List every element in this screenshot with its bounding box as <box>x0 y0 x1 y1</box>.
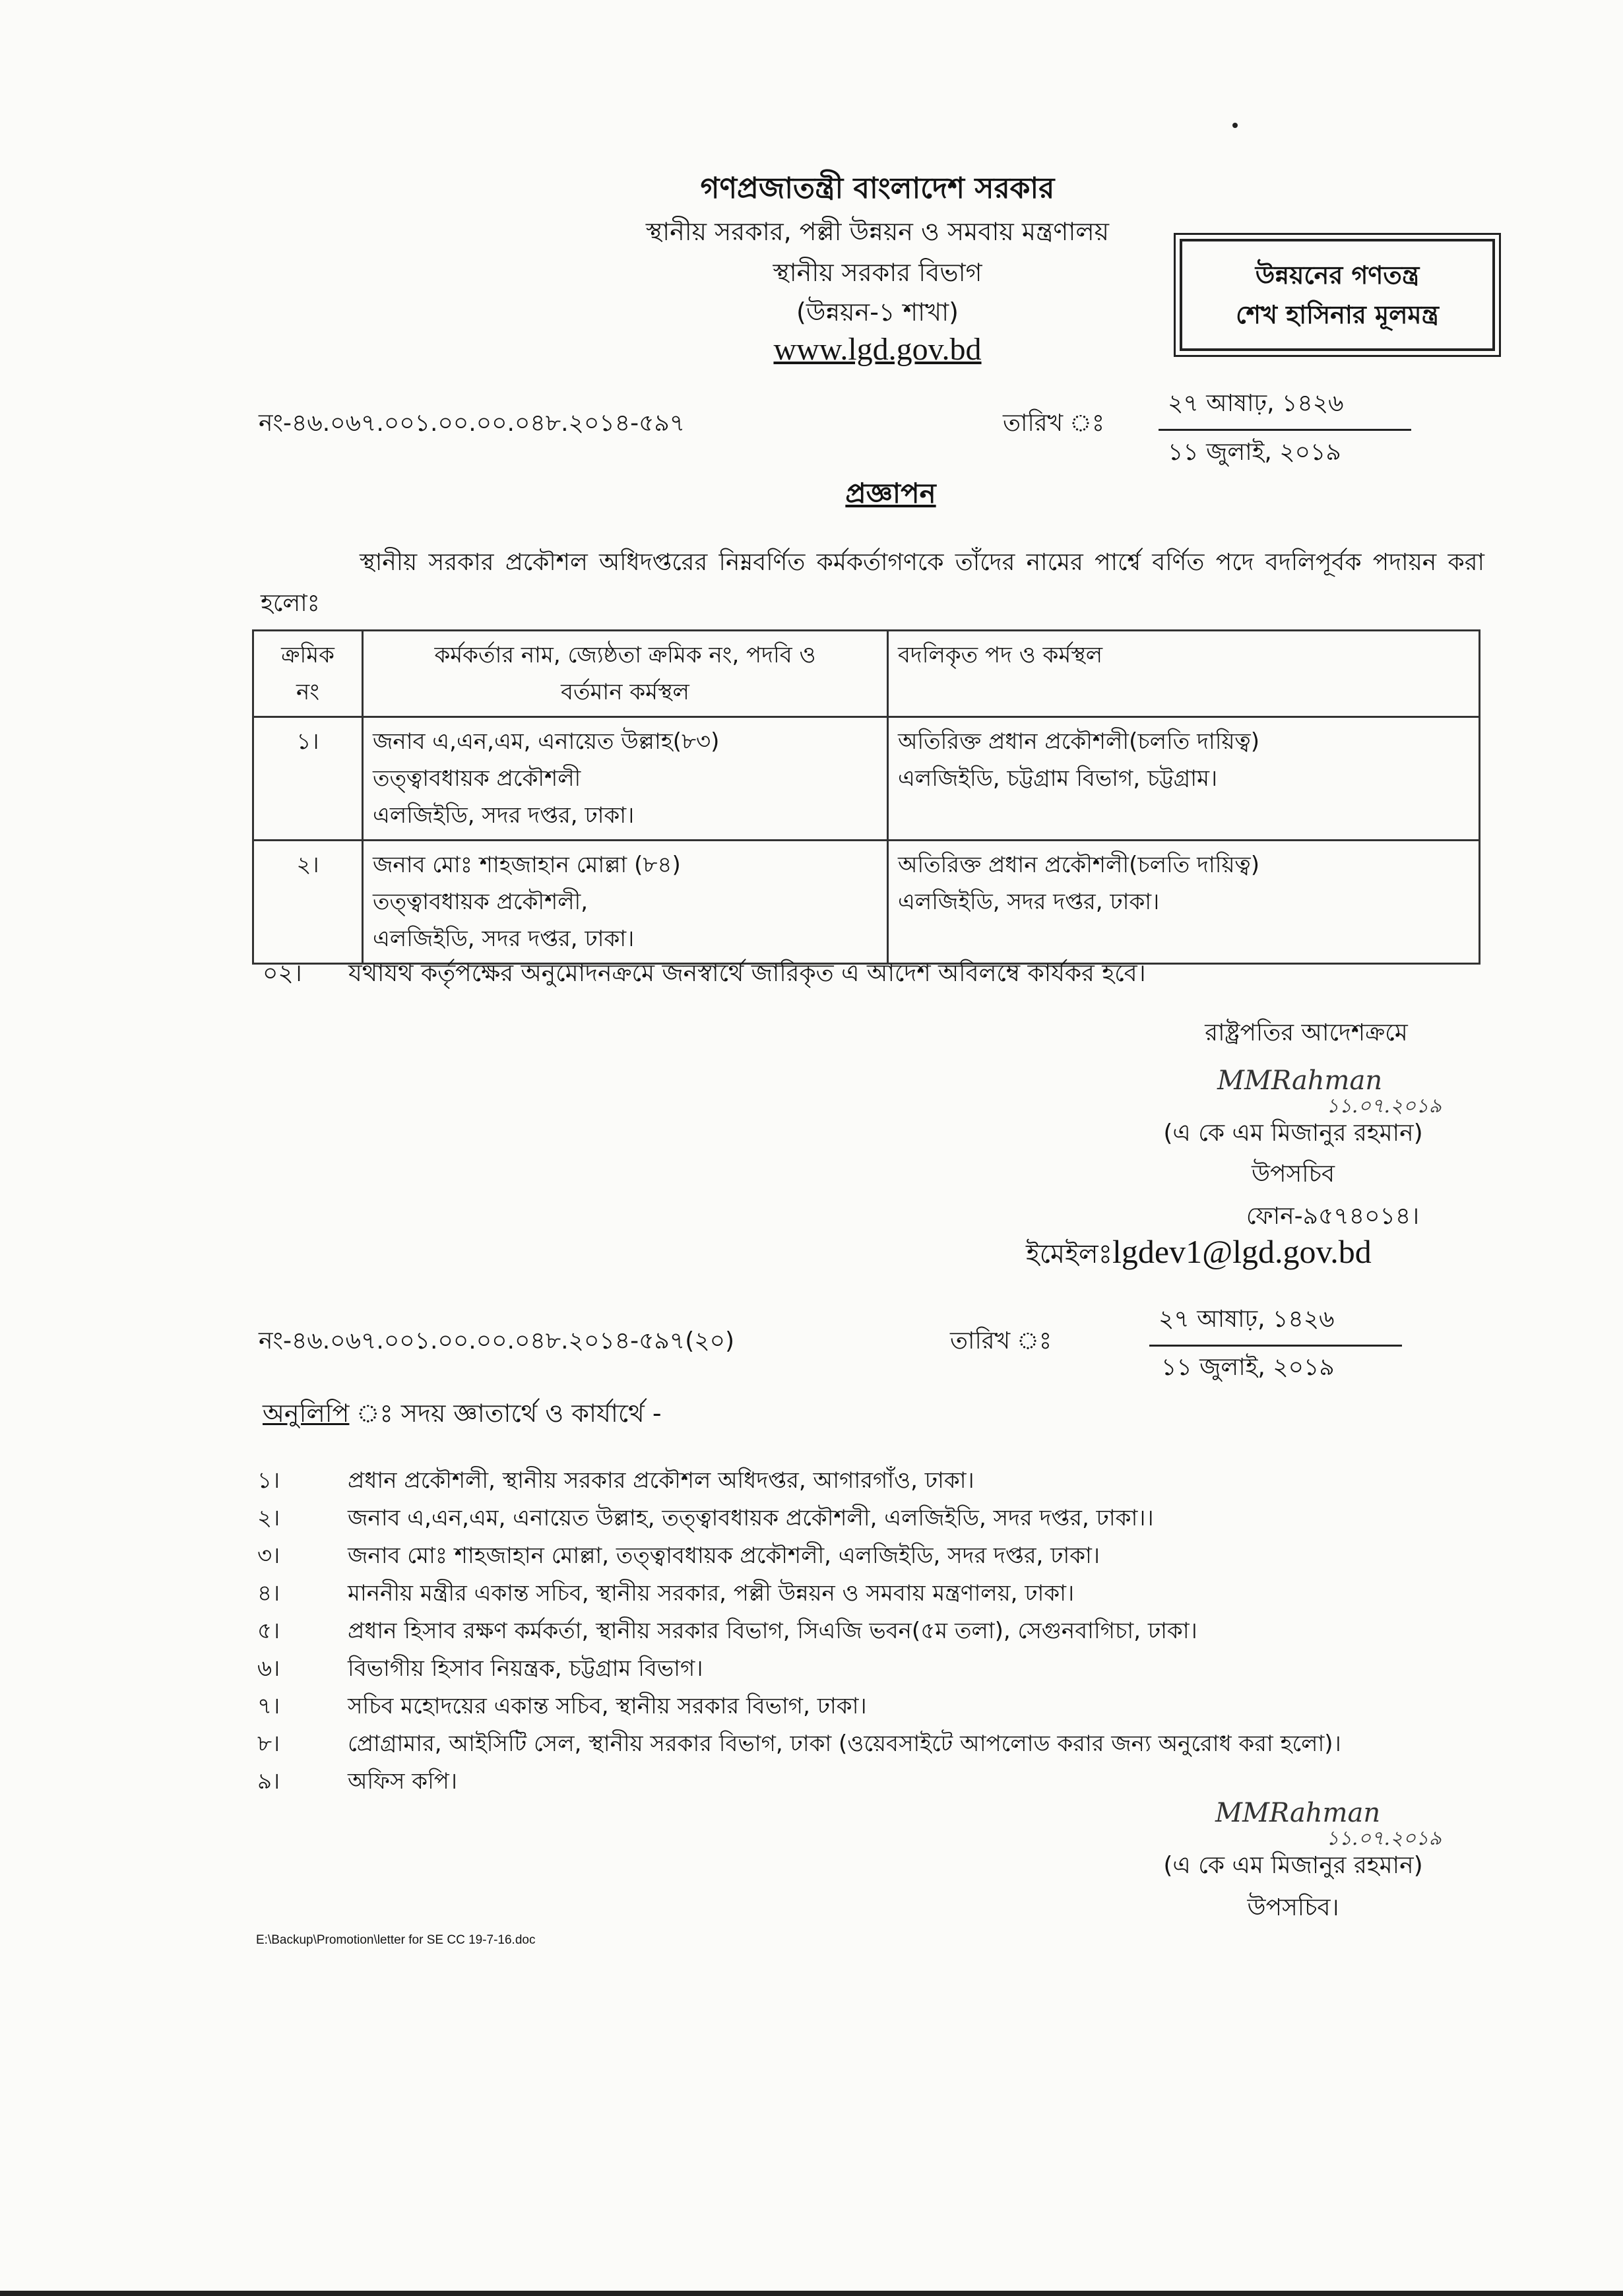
officer-designation: তত্ত্বাবধায়ক প্রকৌশলী <box>373 765 581 792</box>
col-serial-header <box>253 631 363 717</box>
motto-line-1: উন্নয়নের গণতন্ত্র <box>1255 261 1420 290</box>
date-bangla: ২৭ আষাঢ়, ১৪২৬ <box>1159 385 1411 431</box>
government-title: গণপ্রজাতন্ত্রী বাংলাদেশ সরকার <box>700 172 1055 205</box>
order-paragraph <box>263 955 1146 995</box>
memo-number: নং-৪৬.০৬৭.০০১.০০.০০.০৪৮.২০১৪-৫৯৭ <box>259 410 685 437</box>
signature-2: MMRahman <box>1215 1798 1381 1828</box>
transfer-table <box>252 629 1480 965</box>
branch-name: (উন্নয়ন-১ শাখা) <box>796 298 959 327</box>
cc-heading <box>263 1394 662 1436</box>
paragraph-text: যথাযথ কর্তৃপক্ষের অনুমোদনক্রমে জনস্বার্থে জারিকৃত এ আদেশ অবিলম্বে কার্যকর হবে। <box>348 960 1146 987</box>
list-item <box>257 1651 1341 1689</box>
posting-title: অতিরিক্ত প্রধান প্রকৌশলী(চলতি দায়িত্ব) <box>898 852 1259 878</box>
paragraph-number: ০২। <box>263 960 302 987</box>
col-serial-line1: ক্রমিক <box>281 642 334 668</box>
date-label: তারিখ ঃ <box>1003 410 1105 437</box>
division-name: স্থানীয় সরকার বিভাগ <box>773 258 982 287</box>
item-number: ৫। <box>257 1618 280 1644</box>
list-item <box>257 1727 1341 1764</box>
col-officer-line2: বর্তমান কর্মস্থল <box>561 679 689 705</box>
item-text: জনাব এ,এন,এম, এনায়েত উল্লাহ, তত্ত্বাবধায়ক প্রকৌশলী, এলজিইডি, সদর দপ্তর, ঢাকা।। <box>348 1505 1154 1531</box>
item-number: ২। <box>257 1505 280 1531</box>
date-label-copy: তারিখ ঃ <box>950 1327 1052 1355</box>
signatory-email <box>1026 1232 1372 1277</box>
posting-title: অতিরিক্ত প্রধান প্রকৌশলী(চলতি দায়িত্ব) <box>898 728 1259 755</box>
motto-line-2: শেখ হাসিনার মূলমন্ত্র <box>1236 300 1439 329</box>
date-bangla-copy: ২৭ আষাঢ়, ১৪২৬ <box>1149 1301 1402 1347</box>
col-serial-line2: নং <box>296 679 319 705</box>
list-item <box>257 1539 1341 1576</box>
table-row <box>253 717 1480 841</box>
notice-title: প্রজ্ঞাপন <box>845 477 936 509</box>
row-posting <box>888 841 1480 964</box>
speck-mark <box>1232 123 1238 128</box>
row-posting <box>888 717 1480 841</box>
list-item <box>257 1614 1341 1651</box>
officer-designation: তত্ত্বাবধায়ক প্রকৌশলী, <box>373 889 589 915</box>
col-posting-header <box>888 631 1480 717</box>
col-officer-header <box>363 631 888 717</box>
list-item <box>257 1463 1341 1501</box>
item-number: ৯। <box>257 1768 280 1795</box>
scan-edge <box>0 2291 1623 2296</box>
row-officer <box>363 717 888 841</box>
signature-2-date: ১১.০৭.২০১৯ <box>1326 1827 1442 1850</box>
signatory-name: (এ কে এম মিজানুর রহমান) <box>1163 1120 1423 1147</box>
motto-box <box>1180 239 1495 351</box>
item-text: বিভাগীয় হিসাব নিয়ন্ত্রক, চট্টগ্রাম বিভাগ। <box>348 1655 703 1682</box>
email-address: lgdev1@lgd.gov.bd <box>1112 1233 1372 1270</box>
officer-name: জনাব এ,এন,এম, এনায়েত উল্লাহ(৮৩) <box>373 728 720 755</box>
date-english: ১১ জুলাই, ২০১৯ <box>1168 439 1341 466</box>
list-item <box>257 1576 1341 1614</box>
item-text: প্রধান হিসাব রক্ষণ কর্মকর্তা, স্থানীয় সরকার বিভাগ, সিএজি ভবন(৫ম তলা), সেগুনবাগিচা, ঢাকা। <box>348 1618 1197 1644</box>
officer-name: জনাব মোঃ শাহজাহান মোল্লা (৮৪) <box>373 852 681 878</box>
list-item <box>257 1689 1341 1727</box>
item-number: ৪। <box>257 1580 280 1607</box>
email-label: ইমেইলঃ <box>1026 1239 1113 1269</box>
ministry-name: স্থানীয় সরকার, পল্লী উন্নয়ন ও সমবায় মন্ত্রণালয় <box>645 217 1110 246</box>
col-posting-label: বদলিকৃত পদ ও কর্মস্থল <box>898 642 1103 668</box>
officer-workplace: এলজিইডি, সদর দপ্তর, ঢাকা। <box>373 926 635 952</box>
file-path-footer: E:\Backup\Promotion\letter for SE CC 19-7-16.doc <box>256 1933 536 1947</box>
memo-number-copy: নং-৪৬.০৬৭.০০১.০০.০০.০৪৮.২০১৪-৫৯৭(২০) <box>259 1327 735 1355</box>
signatory-designation-2: উপসচিব। <box>1247 1894 1339 1921</box>
item-text: প্রোগ্রামার, আইসিটি সেল, স্থানীয় সরকার বিভাগ, ঢাকা (ওয়েবসাইটে আপলোড করার জন্য অনুরোধ করা হলো)। <box>348 1731 1341 1757</box>
list-item <box>257 1764 1341 1802</box>
item-number: ১। <box>257 1467 280 1494</box>
item-text: জনাব মোঃ শাহজাহান মোল্লা, তত্ত্বাবধায়ক প্রকৌশলী, এলজিইডি, সদর দপ্তর, ঢাকা। <box>348 1543 1100 1569</box>
intro-paragraph: স্থানীয় সরকার প্রকৌশল অধিদপ্তরের নিম্নবর্ণিত কর্মকর্তাগণকে তাঁদের নামের পার্শ্বে বর্ণিত পদে বদলিপূর্বক পদায়ন করা হলোঃ <box>261 549 1484 617</box>
order-by-president: রাষ্ট্রপতির আদেশক্রমে <box>1205 1019 1408 1046</box>
list-item <box>257 1501 1341 1539</box>
signatory-designation: উপসচিব <box>1251 1161 1335 1188</box>
posting-place: এলজিইডি, সদর দপ্তর, ঢাকা। <box>898 889 1160 915</box>
col-officer-line1: কর্মকর্তার নাম, জ্যেষ্ঠতা ক্রমিক নং, পদবি ও <box>434 642 816 668</box>
item-number: ৭। <box>257 1693 280 1719</box>
item-text: মাননীয় মন্ত্রীর একান্ত সচিব, স্থানীয় সরকার, পল্লী উন্নয়ন ও সমবায় মন্ত্রণালয়, ঢাকা। <box>348 1580 1075 1607</box>
officer-workplace: এলজিইডি, সদর দপ্তর, ঢাকা। <box>373 802 635 829</box>
item-number: ৮। <box>257 1731 280 1757</box>
date-english-copy: ১১ জুলাই, ২০১৯ <box>1161 1354 1335 1381</box>
cc-heading-text: ঃ সদয় জ্ঞাতার্থে ও কার্যার্থে - <box>349 1399 662 1428</box>
cc-heading-label: অনুলিপি <box>263 1399 350 1428</box>
table-header-row <box>253 631 1480 717</box>
item-number: ৩। <box>257 1543 280 1569</box>
signature-1-date: ১১.০৭.২০১৯ <box>1326 1095 1442 1118</box>
item-text: অফিস কপি। <box>348 1768 458 1795</box>
signatory-phone: ফোন-৯৫৭৪০১৪। <box>1246 1203 1420 1230</box>
posting-place: এলজিইডি, চট্টগ্রাম বিভাগ, চট্টগ্রাম। <box>898 765 1218 792</box>
item-text: প্রধান প্রকৌশলী, স্থানীয় সরকার প্রকৌশল অধিদপ্তর, আগারগাঁও, ঢাকা। <box>348 1467 974 1494</box>
item-text: সচিব মহোদয়ের একান্ত সচিব, স্থানীয় সরকার বিভাগ, ঢাকা। <box>348 1693 867 1719</box>
cc-list <box>257 1463 1341 1802</box>
website-url: www.lgd.gov.bd <box>773 332 982 367</box>
signatory-name-2: (এ কে এম মিজানুর রহমান) <box>1163 1852 1423 1879</box>
row-officer <box>363 841 888 964</box>
signature-1: MMRahman <box>1217 1066 1383 1096</box>
item-number: ৬। <box>257 1655 280 1682</box>
table-row <box>253 841 1480 964</box>
row-serial: ১। <box>253 717 363 841</box>
row-serial: ২। <box>253 841 363 964</box>
